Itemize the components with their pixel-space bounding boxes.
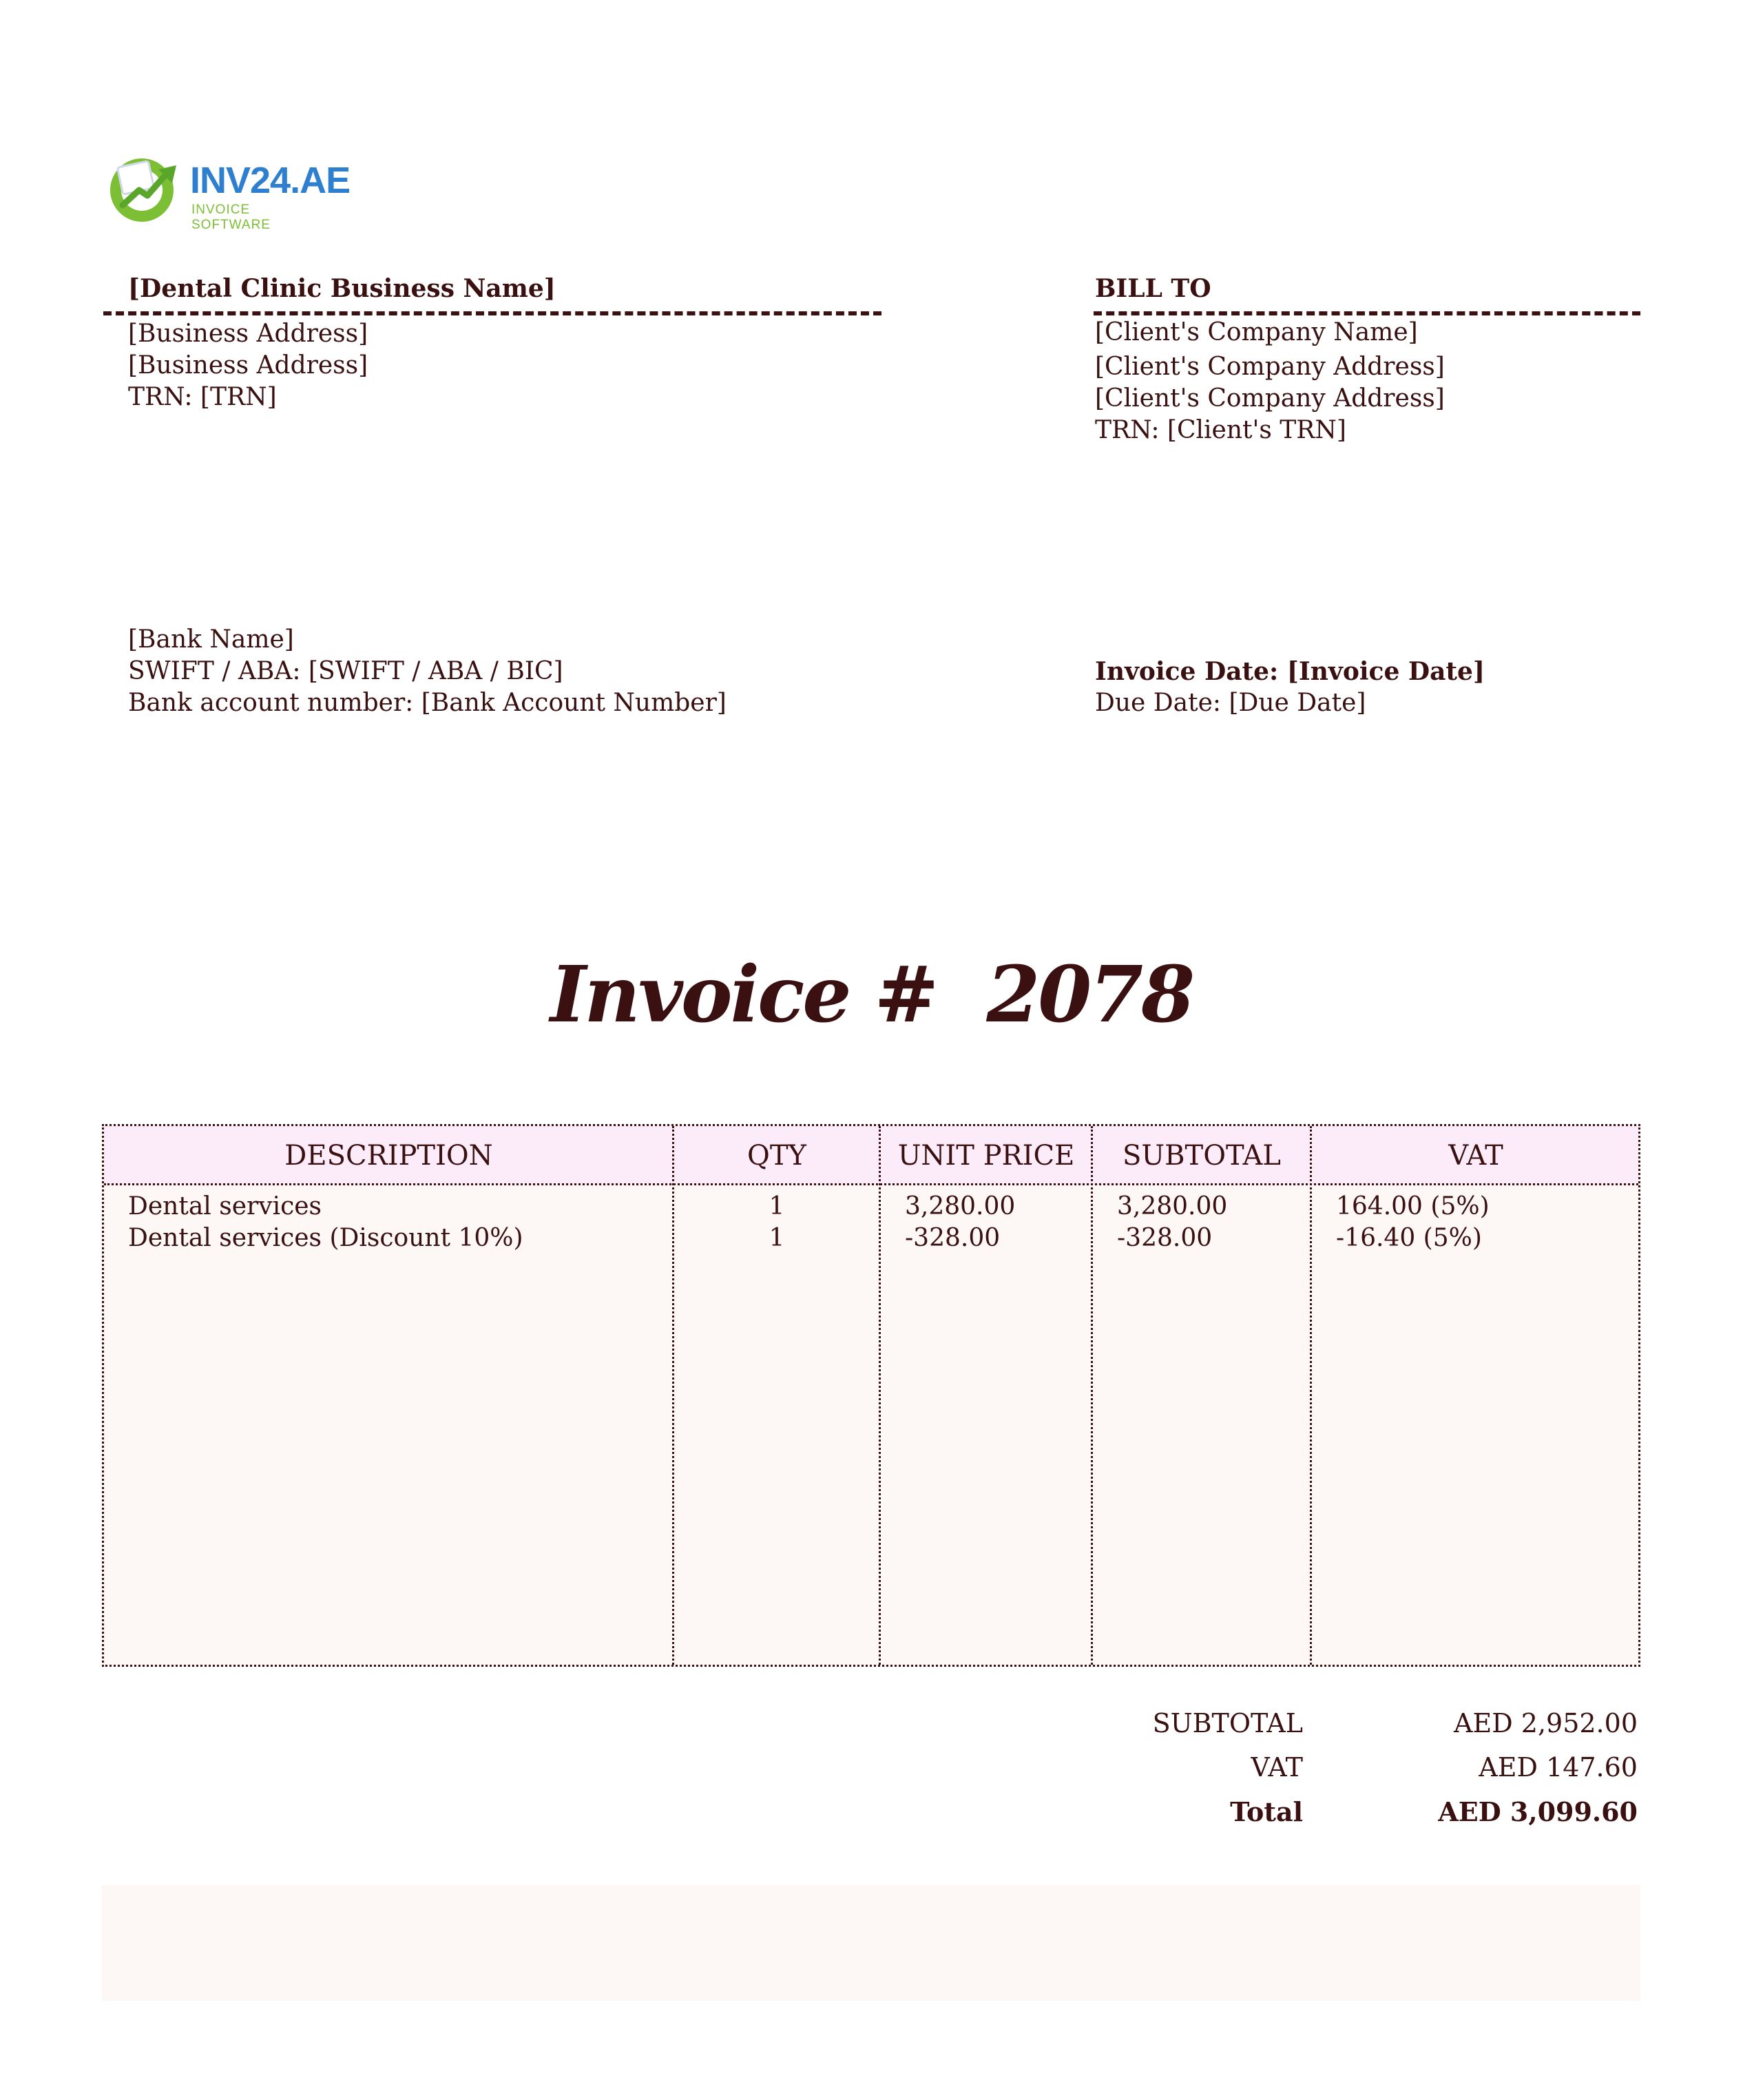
seller-divider — [103, 311, 881, 315]
client-address-1: [Client's Company Address] — [1095, 353, 1445, 381]
header-unit-price: UNIT PRICE — [897, 1140, 1075, 1172]
seller-address-1: [Business Address] — [128, 320, 368, 348]
logo-brand: INV24.AE — [190, 160, 351, 201]
totals-total-value: AED 3,099.60 — [1438, 1796, 1638, 1827]
notes-area — [102, 1885, 1640, 2001]
company-logo — [107, 150, 351, 232]
seller-name: [Dental Clinic Business Name] — [128, 274, 556, 303]
column-divider — [1310, 1126, 1312, 1665]
row-1-subtotal: 3,280.00 — [1117, 1192, 1228, 1220]
row-2-vat: -16.40 (5%) — [1336, 1224, 1482, 1252]
invoice-title-text: Invoice # 2078 — [550, 950, 1193, 1040]
totals-vat-label: VAT — [1251, 1752, 1303, 1782]
row-2-qty: 1 — [769, 1224, 785, 1252]
header-description: DESCRIPTION — [284, 1140, 493, 1172]
bank-swift: SWIFT / ABA: [SWIFT / ABA / BIC] — [128, 657, 563, 685]
row-2-description: Dental services (Discount 10%) — [128, 1224, 523, 1252]
logo-icon — [107, 150, 185, 226]
bill-to-divider — [1094, 311, 1640, 315]
invoice-date: Invoice Date: [Invoice Date] — [1095, 657, 1485, 686]
row-2-subtotal: -328.00 — [1117, 1224, 1213, 1252]
row-2-unit-price: -328.00 — [905, 1224, 1001, 1252]
seller-trn: TRN: [TRN] — [128, 383, 277, 411]
bank-account-number: Bank account number: [Bank Account Number] — [128, 689, 727, 717]
logo-tagline: INVOICE SOFTWARE — [191, 202, 271, 232]
totals-subtotal-value: AED 2,952.00 — [1454, 1708, 1638, 1738]
row-1-unit-price: 3,280.00 — [905, 1192, 1016, 1220]
row-1-vat: 164.00 (5%) — [1336, 1192, 1490, 1220]
seller-address-2: [Business Address] — [128, 351, 368, 380]
column-divider — [1091, 1126, 1093, 1665]
due-date: Due Date: [Due Date] — [1095, 689, 1366, 717]
totals-total-label: Total — [1230, 1796, 1303, 1827]
bank-name: [Bank Name] — [128, 625, 294, 654]
row-1-qty: 1 — [769, 1192, 785, 1220]
invoice-title — [0, 950, 1743, 1040]
bill-to-heading: BILL TO — [1095, 274, 1211, 303]
client-address-2: [Client's Company Address] — [1095, 384, 1445, 413]
totals-vat-value: AED 147.60 — [1479, 1752, 1638, 1782]
header-vat: VAT — [1448, 1140, 1503, 1172]
client-trn: TRN: [Client's TRN] — [1095, 416, 1346, 444]
client-company-name: [Client's Company Name] — [1095, 318, 1418, 346]
totals-subtotal-label: SUBTOTAL — [1152, 1708, 1303, 1738]
row-1-description: Dental services — [128, 1192, 322, 1220]
header-qty: QTY — [747, 1140, 806, 1172]
items-table — [102, 1124, 1640, 1667]
header-subtotal: SUBTOTAL — [1123, 1140, 1281, 1172]
table-header — [104, 1126, 1638, 1185]
